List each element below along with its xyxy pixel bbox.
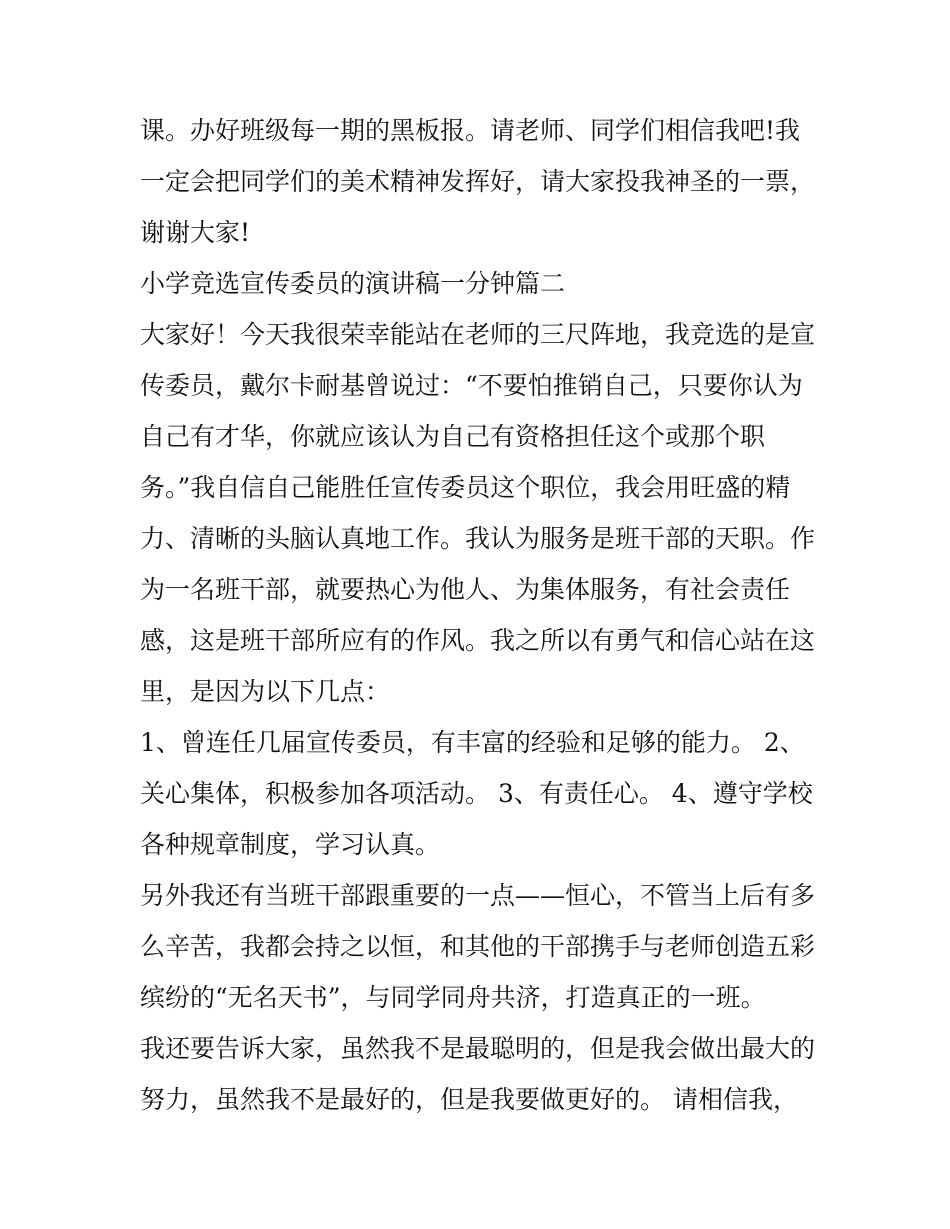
section-heading: 小学竞选宣传委员的演讲稿一分钟篇二 — [140, 269, 566, 298]
text-line: 我还要告诉大家，虽然我不是最聪明的，但是我会做出最大的 — [140, 1034, 816, 1063]
text-line: 谢谢大家! — [140, 218, 251, 247]
text-line: 另外我还有当班干部跟重要的一点——恒心，不管当上后有多 — [140, 881, 816, 910]
text-line: 大家好！今天我很荣幸能站在老师的三尺阵地，我竞选的是宣 — [140, 320, 816, 349]
text-line: 感，这是班干部所应有的作风。我之所以有勇气和信心站在这 — [140, 626, 816, 655]
text-line: 关心集体，积极参加各项活动。 3、有责任心。 4、遵守学校 — [140, 779, 813, 808]
text-line: 缤纷的“无名天书”，与同学同舟共济，打造真正的一班。 — [140, 983, 766, 1012]
text-line: 务。”我自信自己能胜任宣传委员这个职位，我会用旺盛的精 — [140, 473, 791, 502]
text-line: 自己有才华，你就应该认为自己有资格担任这个或那个职 — [140, 422, 766, 451]
text-line: 力、清晰的头脑认真地工作。我认为服务是班干部的天职。作 — [140, 524, 816, 553]
body-text — [140, 105, 820, 1125]
text-line: 传委员，戴尔卡耐基曾说过：“不要怕推销自己，只要你认为 — [140, 371, 803, 400]
text-line: 1、曾连任几届宣传委员，有丰富的经验和足够的能力。 2、 — [140, 728, 805, 757]
text-line: 一定会把同学们的美术精神发挥好，请大家投我神圣的一票， — [140, 167, 816, 196]
text-line: 么辛苦，我都会持之以恒，和其他的干部携手与老师创造五彩 — [140, 932, 816, 961]
text-line: 努力，虽然我不是最好的，但是我要做更好的。 请相信我， — [140, 1085, 798, 1114]
text-line: 各种规章制度，学习认真。 — [140, 830, 441, 859]
text-line: 课。办好班级每一期的黑板报。请老师、同学们相信我吧!我 — [140, 116, 801, 145]
text-line: 里，是因为以下几点： — [140, 677, 391, 706]
text-line: 为一名班干部，就要热心为他人、为集体服务，有社会责任 — [140, 575, 791, 604]
